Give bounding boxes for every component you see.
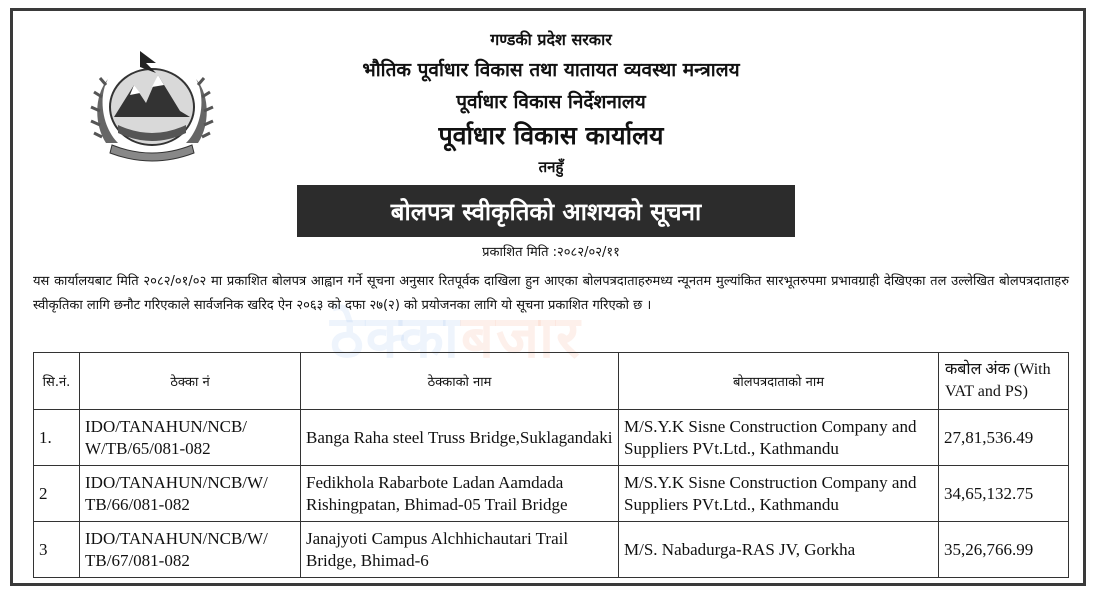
header-office: पूर्वाधार विकास कार्यालय: [438, 121, 664, 150]
cell-sn: 2: [34, 466, 80, 522]
notice-title: बोलपत्र स्वीकृतिको आशयको सूचना: [297, 185, 795, 237]
cell-amount: 34,65,132.75: [939, 466, 1069, 522]
published-date: प्रकाशित मिति :२०८२/०२/११: [482, 245, 620, 260]
cell-contract-no: IDO/TANAHUN/NCB/ W/TB/65/081-082: [80, 410, 301, 466]
bid-table: [33, 352, 1069, 578]
cell-bidder: M/S.Y.K Sisne Construction Company and Suppliers PVt.Ltd., Kathmandu: [619, 410, 939, 466]
watermark-part2: बजार: [460, 303, 582, 371]
col-header-bidder: बोलपत्रदाताको नाम: [619, 353, 939, 410]
header-province: गण्डकी प्रदेश सरकार: [490, 30, 612, 49]
cell-contract-name: Banga Raha steel Truss Bridge,Suklagandaki: [301, 410, 619, 466]
notice-body: यस कार्यालयबाट मिति २०८२/०१/०२ मा प्रकाशित बोलपत्र आह्वान गर्ने सूचना अनुसार रितपूर्वक दाखिला हुन आएका बोलपत्रदाताहरुमध्य न्यूनतम मुल्यांकित सारभूतरुपमा प्रभावग्राही देखिएका तल उल्लेखित बोलपत्रदाताहरु स्वीकृतिका लागि छनौट गरिएकाले सार्वजनिक खरिद ऐन २०६३ को दफा २७(२) को प्रयोजनका लागि यो सूचना प्रकाशित गरिएको छ ।: [33, 274, 1069, 313]
cell-sn: 1.: [34, 410, 80, 466]
col-header-sn: सि.नं.: [34, 353, 80, 410]
header-ministry: भौतिक पूर्वाधार विकास तथा यातायत व्यवस्था मन्त्रालय: [362, 59, 740, 81]
col-header-contract-no: ठेक्का नं: [80, 353, 301, 410]
cell-contract-name: Janajyoti Campus Alchhichautari Trail Bridge, Bhimad-6: [301, 522, 619, 578]
cell-bidder: M/S. Nabadurga-RAS JV, Gorkha: [619, 522, 939, 578]
cell-contract-name: Fedikhola Rabarbote Ladan Aamdada Rishingpatan, Bhimad-05 Trail Bridge: [301, 466, 619, 522]
cell-contract-no: IDO/TANAHUN/NCB/W/ TB/67/081-082: [80, 522, 301, 578]
col-header-contract-name: ठेक्काको नाम: [301, 353, 619, 410]
cell-amount: 35,26,766.99: [939, 522, 1069, 578]
header-location: तनहुँ: [538, 158, 564, 176]
col-header-amount: कबोल अंक (With VAT and PS): [939, 353, 1069, 410]
cell-contract-no: IDO/TANAHUN/NCB/W/ TB/66/081-082: [80, 466, 301, 522]
cell-sn: 3: [34, 522, 80, 578]
table-row: [34, 410, 1069, 466]
table-row: [34, 522, 1069, 578]
table-header-row: [34, 353, 1069, 410]
cell-bidder: M/S.Y.K Sisne Construction Company and Suppliers PVt.Ltd., Kathmandu: [619, 466, 939, 522]
watermark-part1: ठेक्का: [330, 303, 461, 371]
header-directorate: पूर्वाधार विकास निर्देशनालय: [456, 91, 646, 113]
cell-amount: 27,81,536.49: [939, 410, 1069, 466]
table-row: [34, 466, 1069, 522]
